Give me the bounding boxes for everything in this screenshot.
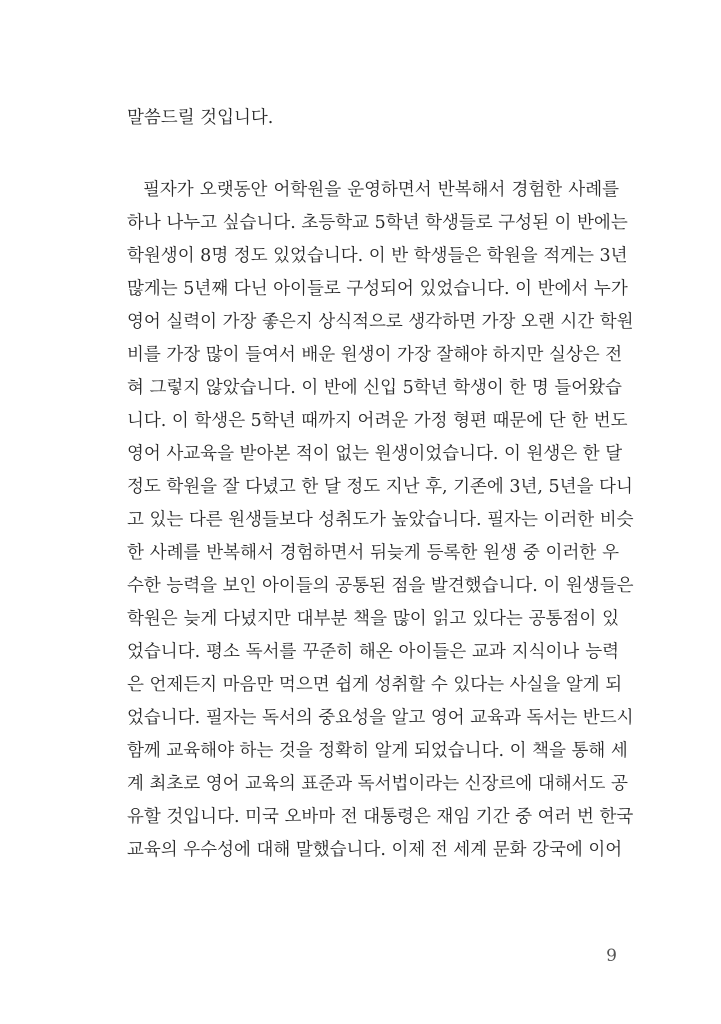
paragraph-line: 하나 나누고 싶습니다. 초등학교 5학년 학생들로 구성된 이 반에는 — [127, 213, 628, 233]
paragraph-line: 혀 그렇지 않았습니다. 이 반에 신입 5학년 학생이 한 명 들어왔습 — [127, 378, 622, 398]
paragraph-line: 학원은 늦게 다녔지만 대부분 책을 많이 읽고 있다는 공통점이 있 — [127, 609, 619, 629]
paragraph-line: 한 사례를 반복해서 경험하면서 뒤늦게 등록한 원생 중 이러한 우 — [127, 543, 619, 563]
paragraph-line: 많게는 5년째 다닌 아이들로 구성되어 있었습니다. 이 반에서 누가 — [127, 279, 628, 299]
paragraph-line: 니다. 이 학생은 5학년 때까지 어려운 가정 형편 때문에 단 한 번도 — [127, 411, 628, 431]
paragraph-line: 고 있는 다른 원생들보다 성취도가 높았습니다. 필자는 이러한 비슷 — [127, 510, 634, 530]
paragraph-line: 정도 학원을 잘 다녔고 한 달 정도 지난 후, 기존에 3년, 5년을 다니 — [127, 477, 633, 497]
paragraph-line: 비를 가장 많이 들여서 배운 원생이 가장 잘해야 하지만 실상은 전 — [127, 345, 623, 365]
paragraph-line: 학원생이 8명 정도 있었습니다. 이 반 학생들은 학원을 적게는 3년 — [127, 246, 628, 266]
paragraph-line: 영어 실력이 가장 좋은지 상식적으로 생각하면 가장 오랜 시간 학원 — [127, 312, 634, 332]
page-number: 9 — [606, 946, 617, 966]
opening-line: 말씀드릴 것입니다. — [127, 108, 274, 128]
paragraph-line: 계 최초로 영어 교육의 표준과 독서법이라는 신장르에 대해서도 공 — [127, 774, 628, 794]
paragraph-line: 교육의 우수성에 대해 말했습니다. 이제 전 세계 문화 강국에 이어 — [127, 840, 623, 860]
paragraph-line: 수한 능력을 보인 아이들의 공통된 점을 발견했습니다. 이 원생들은 — [127, 576, 634, 596]
paragraph-line: 필자가 오랫동안 어학원을 운영하면서 반복해서 경험한 사례를 — [143, 180, 619, 200]
paragraph-line: 었습니다. 필자는 독서의 중요성을 알고 영어 교육과 독서는 반드시 — [127, 708, 634, 728]
paragraph-line: 은 언제든지 마음만 먹으면 쉽게 성취할 수 있다는 사실을 알게 되 — [127, 675, 623, 695]
paragraph-line: 었습니다. 평소 독서를 꾸준히 해온 아이들은 교과 지식이나 능력 — [127, 642, 619, 662]
paragraph-line: 함께 교육해야 하는 것을 정확히 알게 되었습니다. 이 책을 통해 세 — [127, 741, 628, 761]
paragraph-line: 영어 사교육을 받아본 적이 없는 원생이었습니다. 이 원생은 한 달 — [127, 444, 623, 464]
paragraph-line: 유할 것입니다. 미국 오바마 전 대통령은 재임 기간 중 여러 번 한국 — [127, 807, 634, 827]
